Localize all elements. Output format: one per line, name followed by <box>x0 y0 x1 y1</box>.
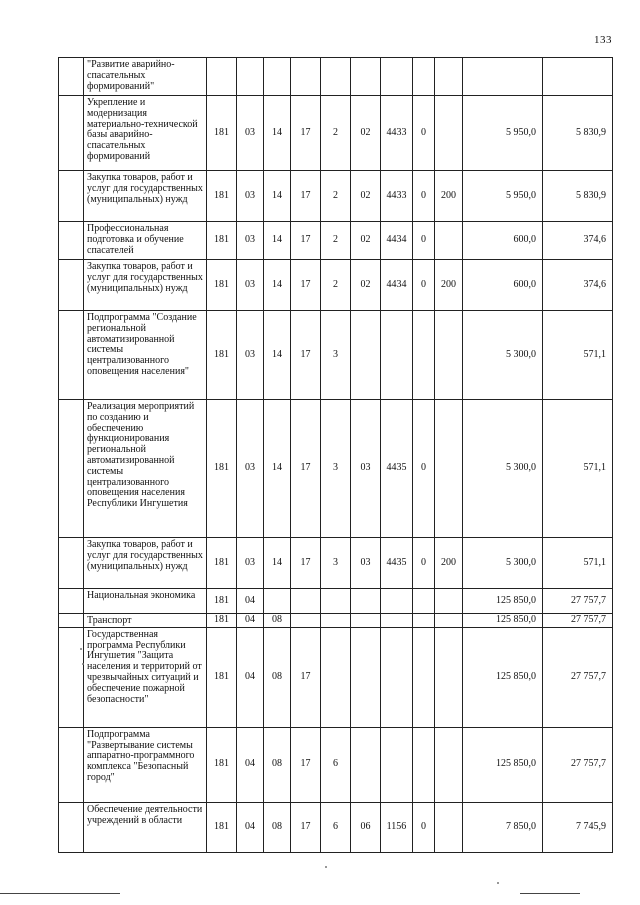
executed-amount-cell: 7 745,9 <box>543 802 613 852</box>
target-code-cell <box>413 311 435 400</box>
org-code-cell <box>207 58 237 96</box>
target-code-cell: 0 <box>413 802 435 852</box>
direction-code-cell <box>381 614 413 628</box>
executed-amount-cell: 571,1 <box>543 400 613 538</box>
row-name-cell: Закупка товаров, работ и услуг для государственных (муниципальных) нужд <box>84 260 207 311</box>
org-code-cell: 181 <box>207 614 237 628</box>
scan-speck <box>497 882 499 884</box>
direction-code-cell <box>381 311 413 400</box>
direction-code-cell: 4435 <box>381 400 413 538</box>
planned-amount-cell: 5 300,0 <box>463 400 543 538</box>
section-code-cell: 03 <box>237 222 264 260</box>
row-index-cell <box>59 727 84 802</box>
expense-type-code-cell: 200 <box>435 171 463 222</box>
row-index-cell <box>59 589 84 614</box>
program-code-cell <box>291 589 321 614</box>
row-index-cell <box>59 400 84 538</box>
row-name-cell: Укрепление и модернизация материально-технической базы аварийно-спасательных формирований <box>84 96 207 171</box>
page-number: 133 <box>594 34 612 46</box>
expense-type-code-cell <box>435 58 463 96</box>
planned-amount-cell: 600,0 <box>463 260 543 311</box>
expense-type-code-cell <box>435 400 463 538</box>
section-code-cell: 04 <box>237 589 264 614</box>
row-name-cell: Реализация мероприятий по созданию и обеспечению функционирования региональной автоматизированной системы централизованного оповещения населения Республики Ингушетия <box>84 400 207 538</box>
subsection-code-cell: 08 <box>264 727 291 802</box>
row-name-cell: Профессиональная подготовка и обучение спасателей <box>84 222 207 260</box>
event-code-cell: 03 <box>351 538 381 589</box>
subsection-code-cell: 14 <box>264 538 291 589</box>
org-code-cell: 181 <box>207 311 237 400</box>
row-name-cell: Подпрограмма "Создание региональной автоматизированной системы централизованного оповещения населения" <box>84 311 207 400</box>
row-index-cell <box>59 802 84 852</box>
row-name-cell: "Развитие аварийно-спасательных формирований" <box>84 58 207 96</box>
expense-type-code-cell <box>435 802 463 852</box>
table-row <box>59 58 613 96</box>
row-index-cell <box>59 222 84 260</box>
org-code-cell: 181 <box>207 538 237 589</box>
direction-code-cell <box>381 727 413 802</box>
event-code-cell <box>351 58 381 96</box>
expense-type-code-cell <box>435 627 463 727</box>
executed-amount-cell: 27 757,7 <box>543 727 613 802</box>
planned-amount-cell: 125 850,0 <box>463 614 543 628</box>
row-name-cell: Подпрограмма "Развертывание системы аппаратно-программного комплекса "Безопасный город" <box>84 727 207 802</box>
org-code-cell: 181 <box>207 260 237 311</box>
program-code-cell: 17 <box>291 802 321 852</box>
direction-code-cell: 4433 <box>381 96 413 171</box>
row-index-cell <box>59 614 84 628</box>
scan-speck <box>325 866 327 868</box>
section-code-cell: 03 <box>237 171 264 222</box>
direction-code-cell <box>381 58 413 96</box>
row-index-cell <box>59 538 84 589</box>
program-code-cell: 17 <box>291 627 321 727</box>
event-code-cell <box>351 311 381 400</box>
row-name-cell: Транспорт <box>84 614 207 628</box>
org-code-cell: 181 <box>207 802 237 852</box>
table-row <box>59 96 613 171</box>
expense-type-code-cell <box>435 589 463 614</box>
target-code-cell <box>413 589 435 614</box>
target-code-cell <box>413 58 435 96</box>
row-name-cell: Национальная экономика <box>84 589 207 614</box>
scan-speck <box>80 648 82 650</box>
target-code-cell: 0 <box>413 400 435 538</box>
subprogram-code-cell <box>321 614 351 628</box>
executed-amount-cell: 5 830,9 <box>543 171 613 222</box>
section-code-cell: 04 <box>237 614 264 628</box>
table-row <box>59 538 613 589</box>
program-code-cell: 17 <box>291 400 321 538</box>
org-code-cell: 181 <box>207 727 237 802</box>
row-index-cell <box>59 96 84 171</box>
row-name-cell: Закупка товаров, работ и услуг для государственных (муниципальных) нужд <box>84 171 207 222</box>
planned-amount-cell: 600,0 <box>463 222 543 260</box>
section-code-cell <box>237 58 264 96</box>
subsection-code-cell: 14 <box>264 171 291 222</box>
program-code-cell: 17 <box>291 260 321 311</box>
executed-amount-cell <box>543 58 613 96</box>
subprogram-code-cell: 6 <box>321 727 351 802</box>
row-index-cell <box>59 171 84 222</box>
footer-rule <box>0 893 120 894</box>
footer-rule <box>520 893 580 894</box>
executed-amount-cell: 5 830,9 <box>543 96 613 171</box>
row-name-cell: Закупка товаров, работ и услуг для государственных (муниципальных) нужд <box>84 538 207 589</box>
program-code-cell: 17 <box>291 222 321 260</box>
row-index-cell <box>59 58 84 96</box>
executed-amount-cell: 27 757,7 <box>543 627 613 727</box>
subsection-code-cell: 08 <box>264 627 291 727</box>
subprogram-code-cell: 2 <box>321 171 351 222</box>
event-code-cell: 06 <box>351 802 381 852</box>
program-code-cell: 17 <box>291 538 321 589</box>
expense-type-code-cell <box>435 727 463 802</box>
subsection-code-cell: 08 <box>264 802 291 852</box>
program-code-cell <box>291 614 321 628</box>
event-code-cell: 02 <box>351 260 381 311</box>
expense-type-code-cell <box>435 96 463 171</box>
event-code-cell <box>351 627 381 727</box>
section-code-cell: 04 <box>237 727 264 802</box>
target-code-cell <box>413 614 435 628</box>
org-code-cell: 181 <box>207 171 237 222</box>
planned-amount-cell: 5 300,0 <box>463 311 543 400</box>
subprogram-code-cell: 3 <box>321 400 351 538</box>
event-code-cell: 02 <box>351 96 381 171</box>
subsection-code-cell: 14 <box>264 400 291 538</box>
target-code-cell: 0 <box>413 260 435 311</box>
program-code-cell: 17 <box>291 727 321 802</box>
subprogram-code-cell <box>321 589 351 614</box>
direction-code-cell: 4435 <box>381 538 413 589</box>
subsection-code-cell: 14 <box>264 260 291 311</box>
expense-type-code-cell: 200 <box>435 538 463 589</box>
subsection-code-cell: 08 <box>264 614 291 628</box>
program-code-cell: 17 <box>291 96 321 171</box>
event-code-cell: 03 <box>351 400 381 538</box>
table-row <box>59 171 613 222</box>
planned-amount-cell <box>463 58 543 96</box>
planned-amount-cell: 125 850,0 <box>463 627 543 727</box>
expense-type-code-cell <box>435 311 463 400</box>
planned-amount-cell: 5 300,0 <box>463 538 543 589</box>
expense-type-code-cell <box>435 614 463 628</box>
org-code-cell: 181 <box>207 222 237 260</box>
section-code-cell: 04 <box>237 627 264 727</box>
planned-amount-cell: 7 850,0 <box>463 802 543 852</box>
table-row <box>59 400 613 538</box>
direction-code-cell: 1156 <box>381 802 413 852</box>
subprogram-code-cell: 3 <box>321 311 351 400</box>
table-row <box>59 727 613 802</box>
section-code-cell: 03 <box>237 400 264 538</box>
program-code-cell <box>291 58 321 96</box>
event-code-cell <box>351 727 381 802</box>
row-index-cell <box>59 627 84 727</box>
executed-amount-cell: 27 757,7 <box>543 614 613 628</box>
program-code-cell: 17 <box>291 171 321 222</box>
section-code-cell: 03 <box>237 311 264 400</box>
subsection-code-cell: 14 <box>264 222 291 260</box>
subprogram-code-cell: 2 <box>321 222 351 260</box>
event-code-cell <box>351 614 381 628</box>
target-code-cell: 0 <box>413 538 435 589</box>
subprogram-code-cell: 2 <box>321 96 351 171</box>
direction-code-cell: 4434 <box>381 260 413 311</box>
direction-code-cell: 4433 <box>381 171 413 222</box>
subsection-code-cell <box>264 58 291 96</box>
row-index-cell <box>59 260 84 311</box>
subsection-code-cell: 14 <box>264 96 291 171</box>
section-code-cell: 04 <box>237 802 264 852</box>
planned-amount-cell: 5 950,0 <box>463 171 543 222</box>
subsection-code-cell <box>264 589 291 614</box>
table-row <box>59 614 613 628</box>
subsection-code-cell: 14 <box>264 311 291 400</box>
scan-speck <box>82 663 84 665</box>
executed-amount-cell: 571,1 <box>543 311 613 400</box>
table-row <box>59 589 613 614</box>
table-row <box>59 627 613 727</box>
subprogram-code-cell <box>321 627 351 727</box>
row-index-cell <box>59 311 84 400</box>
table-row <box>59 222 613 260</box>
subprogram-code-cell: 2 <box>321 260 351 311</box>
section-code-cell: 03 <box>237 96 264 171</box>
planned-amount-cell: 125 850,0 <box>463 727 543 802</box>
target-code-cell <box>413 627 435 727</box>
target-code-cell <box>413 727 435 802</box>
executed-amount-cell: 374,6 <box>543 222 613 260</box>
target-code-cell: 0 <box>413 222 435 260</box>
planned-amount-cell: 125 850,0 <box>463 589 543 614</box>
table-row <box>59 802 613 852</box>
direction-code-cell <box>381 627 413 727</box>
event-code-cell: 02 <box>351 222 381 260</box>
executed-amount-cell: 571,1 <box>543 538 613 589</box>
executed-amount-cell: 374,6 <box>543 260 613 311</box>
expense-type-code-cell: 200 <box>435 260 463 311</box>
section-code-cell: 03 <box>237 260 264 311</box>
planned-amount-cell: 5 950,0 <box>463 96 543 171</box>
executed-amount-cell: 27 757,7 <box>543 589 613 614</box>
table-row <box>59 260 613 311</box>
event-code-cell <box>351 589 381 614</box>
row-name-cell: Государственная программа Республики Ингушетия "Защита населения и территорий от чрезвычайных ситуаций и обеспечение пожарной безопасности" <box>84 627 207 727</box>
target-code-cell: 0 <box>413 171 435 222</box>
org-code-cell: 181 <box>207 589 237 614</box>
program-code-cell: 17 <box>291 311 321 400</box>
row-name-cell: Обеспечение деятельности учреждений в области <box>84 802 207 852</box>
direction-code-cell: 4434 <box>381 222 413 260</box>
org-code-cell: 181 <box>207 400 237 538</box>
table-row <box>59 311 613 400</box>
expense-type-code-cell <box>435 222 463 260</box>
event-code-cell: 02 <box>351 171 381 222</box>
subprogram-code-cell: 3 <box>321 538 351 589</box>
subprogram-code-cell <box>321 58 351 96</box>
section-code-cell: 03 <box>237 538 264 589</box>
direction-code-cell <box>381 589 413 614</box>
budget-table <box>58 57 613 853</box>
org-code-cell: 181 <box>207 627 237 727</box>
org-code-cell: 181 <box>207 96 237 171</box>
subprogram-code-cell: 6 <box>321 802 351 852</box>
target-code-cell: 0 <box>413 96 435 171</box>
